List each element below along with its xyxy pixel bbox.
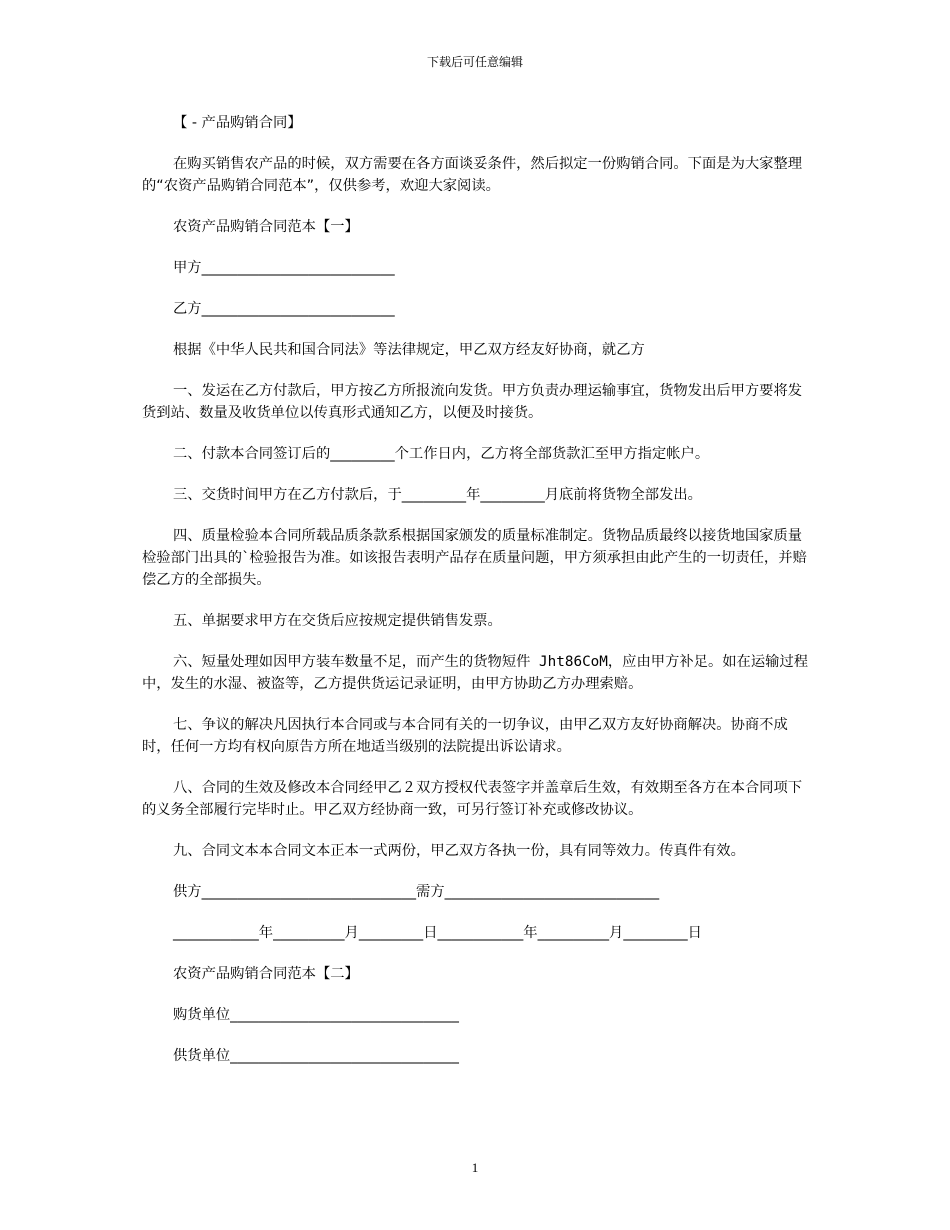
intro-paragraph: 在购买销售农产品的时候，双方需要在各方面谈妥条件，然后拟定一份购销合同。下面是为大家整理的“农资产品购销合同范本”，仅供参考，欢迎大家阅读。 [142,156,803,194]
clause-4: 四、质量检验本合同所载品质条款系根据国家颁发的质量标准制定。货物品质最终以接货地国家质量检验部门出具的`检验报告为准。如该报告表明产品存在质量问题，甲方须承担由此产生的一切责任，并赔偿乙方的全部损失。 [142,528,807,588]
clause-9: 九、合同文本本合同文本正本一式两份，甲乙双方各执一份，具有同等效力。传真件有效。 [173,843,745,859]
party-a-line: 甲方___________________________ [173,260,395,276]
clause-6-text-start: 六、短量处理如因甲方装车数量不足，而产生的货物短件 [173,654,531,670]
supplier-line: 供货单位________________________________ [173,1048,459,1064]
clause-7: 七、争议的解决凡因执行本合同或与本合同有关的一切争议，由甲乙双方友好协商解决。协商不成时，任何一方均有权向原告方所在地适当级别的法院提出诉讼请求。 [142,717,788,755]
clause-8: 八、合同的生效及修改本合同经甲乙２双方授权代表签字并盖章后生效，有效期至各方在本合同项下的义务全部履行完毕时止。甲乙双方经协商一致，可另行签订补充或修改协议。 [142,780,803,818]
signature-line: 供方______________________________需方______________________________ [173,884,660,900]
date-line: ____________年__________月_________日____________年__________月_________日 [173,925,702,941]
clause-6-code: Jht86CoM [530,654,608,670]
page-number: 1 [471,1160,479,1175]
contract1-heading: 农资产品购销合同范本【一】 [173,219,359,235]
buyer-line: 购货单位________________________________ [173,1007,459,1023]
party-b-line: 乙方___________________________ [173,301,395,317]
clause-6-text-end: ，应由甲方补足。如在运输过程中，发生的水湿、被盗等，乙方提供货运记录证明，由甲方协助乙方办理索赔。 [142,654,809,692]
preamble-paragraph: 根据《中华人民共和国合同法》等法律规定，甲乙双方经友好协商，就乙方 [173,342,645,358]
contract2-heading: 农资产品购销合同范本【二】 [173,966,359,982]
clause-6 [142,651,812,695]
clause-2: 二、付款本合同签订后的_________个工作日内，乙方将全部货款汇至甲方指定帐户。 [173,446,710,462]
page-header: 下载后可任意编辑 [426,55,523,69]
document-body [142,112,812,1086]
document-title: 【 - 产品购销合同】 [173,115,302,131]
clause-3: 三、交货时间甲方在乙方付款后，于_________年_________月底前将货物全部发出。 [173,487,702,503]
clause-5: 五、单据要求甲方在交货后应按规定提供销售发票。 [173,613,502,629]
clause-1: 一、发运在乙方付款后，甲方按乙方所报流向发货。甲方负责办理运输事宜，货物发出后甲方要将发货到站、数量及收货单位以传真形式通知乙方，以便及时接货。 [142,383,803,421]
